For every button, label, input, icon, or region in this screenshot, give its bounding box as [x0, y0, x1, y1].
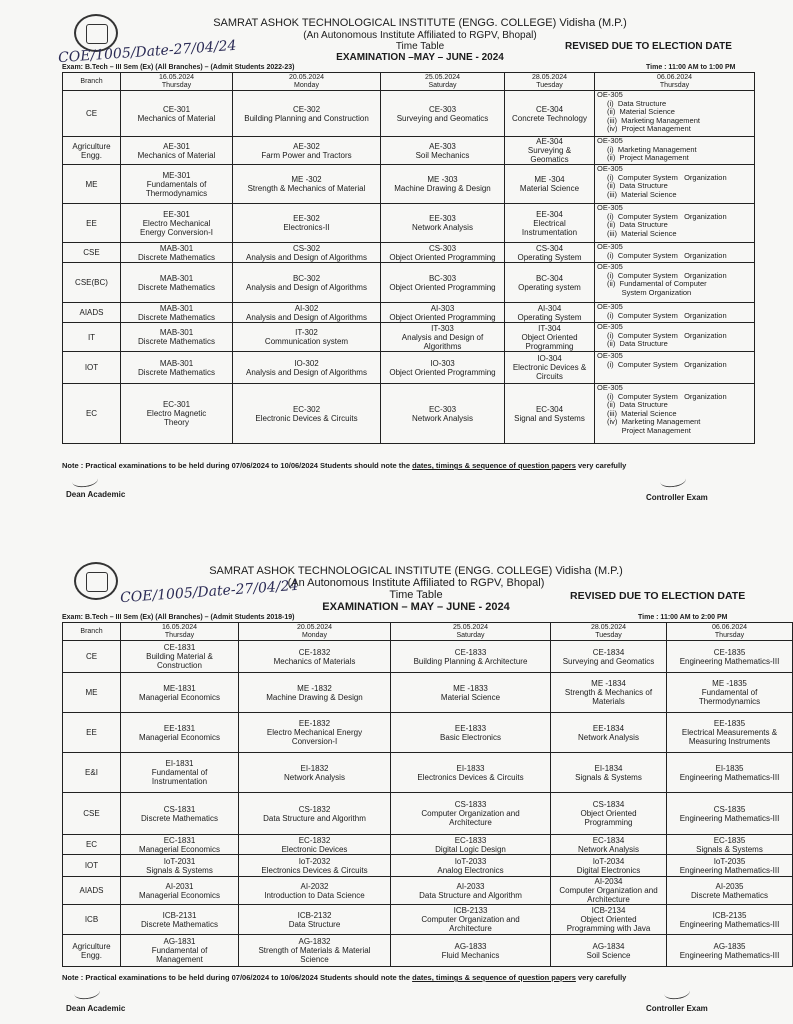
header-date-2: 20.05.2024 Monday [233, 73, 381, 91]
dean-academic: Dean Academic [66, 490, 126, 499]
subject-cell: ME-301 Fundamentals of Thermodynamics [121, 165, 233, 204]
dean-signature-icon [71, 472, 99, 488]
table-row [63, 263, 755, 303]
practical-note: Note : Practical examinations to be held during 07/06/2024 to 10/06/2024 Students should note the dates, timings & sequence of question papers very carefully [62, 973, 627, 982]
elective-code: OE-305 [597, 351, 623, 360]
subject-cell: EI-1832 Network Analysis [239, 753, 391, 793]
subject-cell: CE-1831 Building Material & Construction [121, 641, 239, 673]
table-row [63, 384, 755, 444]
elective-code: OE-305 [597, 242, 623, 251]
branch-cell: IOT [63, 352, 121, 384]
institute-logo-icon [74, 562, 118, 600]
subject-cell: EC-302 Electronic Devices & Circuits [233, 384, 381, 444]
subject-cell: CS-1831 Discrete Mathematics [121, 793, 239, 835]
subject-cell: AE-303 Soil Mechanics [381, 137, 505, 165]
time-line: Time : 11:00 AM to 2:00 PM [638, 614, 728, 621]
open-elective-cell [595, 323, 755, 352]
doc-title: Time Table [395, 41, 445, 52]
table-row [63, 877, 793, 905]
timetable-sheet-2018-19 [0, 556, 780, 1024]
subject-cell: ICB-2132 Data Structure [239, 905, 391, 935]
open-elective-cell [595, 165, 755, 204]
subject-cell: BC-302 Analysis and Design of Algorithms [233, 263, 381, 303]
elective-option: (ii) Fundamental of Computer [607, 279, 707, 288]
subject-cell: EE-1831 Managerial Economics [121, 713, 239, 753]
elective-option: (iii) Marketing Management [607, 115, 700, 125]
elective-code: OE-305 [597, 164, 623, 173]
branch-cell: AIADS [63, 303, 121, 323]
elective-option: (i) Computer System Organization [607, 391, 727, 401]
elective-option: (iv) Marketing Management [607, 417, 701, 426]
subject-cell: MAB-301 Discrete Mathematics [121, 243, 233, 263]
header-date-2: 20.05.2024 Monday [239, 623, 391, 641]
open-elective-cell [595, 352, 755, 384]
branch-cell: CSE [63, 243, 121, 263]
subject-cell: EE-304 Electrical Instrumentation [505, 204, 595, 243]
elective-option: (ii) Material Science [607, 107, 675, 116]
subject-cell: IT-304 Object Oriented Programming [505, 323, 595, 352]
subject-cell: EE-303 Network Analysis [381, 204, 505, 243]
subject-cell: EE-302 Electronics-II [233, 204, 381, 243]
subject-cell: AI-2035 Discrete Mathematics [667, 877, 793, 905]
subject-cell: CE-1834 Surveying and Geomatics [551, 641, 667, 673]
subject-cell: CS-1835 Engineering Mathematics-III [667, 793, 793, 835]
handwritten-reference: COE/1005/Date-27/04/24 [119, 577, 299, 607]
open-elective-cell [595, 243, 755, 263]
subject-cell: AI-2034 Computer Organization and Architecture [551, 877, 667, 905]
table-row [63, 793, 793, 835]
table-row [63, 905, 793, 935]
subject-cell: CE-1833 Building Planning & Architecture [391, 641, 551, 673]
subject-cell: AI-2031 Managerial Economics [121, 877, 239, 905]
elective-option: (i) Data Structure [607, 98, 667, 108]
subject-cell: MAB-301 Discrete Mathematics [121, 263, 233, 303]
subject-cell: EI-1833 Electronics Devices & Circuits [391, 753, 551, 793]
branch-cell: CSE [63, 793, 121, 835]
controller-signature-icon [659, 472, 687, 488]
header-date-1: 16.05.2024 Thursday [121, 73, 233, 91]
subject-cell: EC-1835 Signals & Systems [667, 835, 793, 855]
subject-cell: ICB-2135 Engineering Mathematics-III [667, 905, 793, 935]
subject-cell: CS-1833 Computer Organization and Architecture [391, 793, 551, 835]
subject-cell: EI-1834 Signals & Systems [551, 753, 667, 793]
subject-cell: EE-1833 Basic Electronics [391, 713, 551, 753]
table-row [63, 753, 793, 793]
subject-cell: AI-304 Operating System [505, 303, 595, 323]
exam-title: EXAMINATION –MAY – JUNE - 2024 [336, 52, 504, 63]
subject-cell: EC-1831 Managerial Economics [121, 835, 239, 855]
subject-cell: IoT-2034 Digital Electronics [551, 855, 667, 877]
subject-cell: AE-302 Farm Power and Tractors [233, 137, 381, 165]
subject-cell: ME -302 Strength & Mechanics of Material [233, 165, 381, 204]
subject-cell: AG-1833 Fluid Mechanics [391, 935, 551, 967]
subject-cell: EC-1834 Network Analysis [551, 835, 667, 855]
subject-cell: AE-304 Surveying & Geomatics [505, 137, 595, 165]
subject-cell: EC-1833 Digital Logic Design [391, 835, 551, 855]
subject-cell: ICB-2131 Discrete Mathematics [121, 905, 239, 935]
elective-option: (iii) Material Science [607, 228, 677, 238]
affiliation: (An Autonomous Institute Affiliated to RGPV, Bhopal) [287, 577, 545, 589]
header-date-5: 06.06.2024 Thursday [595, 73, 755, 91]
table-row [63, 935, 793, 967]
exam-title: EXAMINATION – MAY – JUNE - 2024 [322, 601, 510, 613]
doc-title: Time Table [389, 589, 443, 601]
subject-cell: ME -1835 Fundamental of Thermodynamics [667, 673, 793, 713]
subject-cell: IT-303 Analysis and Design of Algorithms [381, 323, 505, 352]
elective-option: (i) Computer System Organization [607, 270, 727, 280]
subject-cell: ME-1831 Managerial Economics [121, 673, 239, 713]
branch-cell: ICB [63, 905, 121, 935]
branch-cell: CE [63, 91, 121, 137]
elective-code: OE-305 [597, 302, 623, 311]
subject-cell: ME -1833 Material Science [391, 673, 551, 713]
subject-cell: BC-303 Object Oriented Programming [381, 263, 505, 303]
subject-cell: AG-1834 Soil Science [551, 935, 667, 967]
elective-option: (i) Computer System Organization [607, 250, 727, 260]
subject-cell: CE-302 Building Planning and Construction [233, 91, 381, 137]
subject-cell: AE-301 Mechanics of Material [121, 137, 233, 165]
branch-cell: ME [63, 165, 121, 204]
subject-cell: CE-1832 Mechanics of Materials [239, 641, 391, 673]
elective-code: OE-305 [597, 203, 623, 212]
elective-option: (ii) Data Structure [607, 181, 668, 190]
branch-cell: IT [63, 323, 121, 352]
institute-name: SAMRAT ASHOK TECHNOLOGICAL INSTITUTE (ENGG. COLLEGE) Vidisha (M.P.) [213, 17, 627, 29]
institute-name: SAMRAT ASHOK TECHNOLOGICAL INSTITUTE (ENGG. COLLEGE) Vidisha (M.P.) [209, 565, 623, 577]
branch-cell: EE [63, 713, 121, 753]
branch-cell: EE [63, 204, 121, 243]
subject-cell: AI-302 Analysis and Design of Algorithms [233, 303, 381, 323]
controller-signature-icon [663, 984, 691, 1000]
timetable-sheet-2022-23 [0, 0, 768, 512]
header-date-3: 25.05.2024 Saturday [381, 73, 505, 91]
subject-cell: EE-1832 Electro Mechanical Energy Conversion-I [239, 713, 391, 753]
subject-cell: IoT-2031 Signals & Systems [121, 855, 239, 877]
subject-cell: IT-302 Communication system [233, 323, 381, 352]
subject-cell: AG-1832 Strength of Materials & Material Science [239, 935, 391, 967]
elective-option: (i) Computer System Organization [607, 172, 727, 182]
open-elective-cell [595, 204, 755, 243]
dean-signature-icon [73, 984, 101, 1000]
subject-cell: EI-1835 Engineering Mathematics-III [667, 753, 793, 793]
elective-option: (i) Computer System Organization [607, 359, 727, 369]
subject-cell: ME -1832 Machine Drawing & Design [239, 673, 391, 713]
open-elective-cell [595, 303, 755, 323]
handwritten-reference: COE/1005/Date-27/04/24 [57, 37, 237, 67]
timetable-2022-23 [62, 72, 755, 444]
revised-notice: REVISED DUE TO ELECTION DATE [565, 41, 732, 52]
elective-code: OE-305 [597, 262, 623, 271]
controller-exam: Controller Exam [646, 493, 708, 502]
subject-cell: IO-303 Object Oriented Programming [381, 352, 505, 384]
subject-cell: EE-1834 Network Analysis [551, 713, 667, 753]
header-date-4: 28.05.2024 Tuesday [551, 623, 667, 641]
header-date-4: 28.05.2024 Tuesday [505, 73, 595, 91]
table-row [63, 303, 755, 323]
subject-cell: MAB-301 Discrete Mathematics [121, 352, 233, 384]
subject-cell: EE-1835 Electrical Measurements & Measuring Instruments [667, 713, 793, 753]
open-elective-cell [595, 91, 755, 137]
affiliation: (An Autonomous Institute Affiliated to RGPV, Bhopal) [303, 30, 537, 41]
branch-cell: AIADS [63, 877, 121, 905]
table-row [63, 352, 755, 384]
table-row [63, 855, 793, 877]
subject-cell: IoT-2035 Engineering Mathematics-III [667, 855, 793, 877]
subject-cell: CE-304 Concrete Technology [505, 91, 595, 137]
subject-cell: CS-1832 Data Structure and Algorithm [239, 793, 391, 835]
dean-academic: Dean Academic [66, 1004, 126, 1013]
subject-cell: EC-304 Signal and Systems [505, 384, 595, 444]
subject-cell: IoT-2032 Electronics Devices & Circuits [239, 855, 391, 877]
open-elective-cell [595, 137, 755, 165]
subject-cell: CS-1834 Object Oriented Programming [551, 793, 667, 835]
table-row [63, 835, 793, 855]
elective-code: OE-305 [597, 383, 623, 392]
elective-option: (i) Computer System Organization [607, 310, 727, 320]
subject-cell: ME -304 Material Science [505, 165, 595, 204]
subject-cell: ME -303 Machine Drawing & Design [381, 165, 505, 204]
subject-cell: AI-2032 Introduction to Data Science [239, 877, 391, 905]
subject-cell: ME -1834 Strength & Mechanics of Materials [551, 673, 667, 713]
exam-line: Exam: B.Tech – III Sem (Ex) (All Branches) – (Admit Students 2022-23) [62, 64, 295, 71]
table-row [63, 165, 755, 204]
branch-cell: CSE(BC) [63, 263, 121, 303]
exam-line: Exam: B.Tech – III Sem (Ex) (All Branches) – (Admit Students 2018-19) [62, 614, 295, 621]
subject-cell: MAB-301 Discrete Mathematics [121, 303, 233, 323]
subject-cell: BC-304 Operating system [505, 263, 595, 303]
table-row [63, 91, 755, 137]
elective-option: (iii) Material Science [607, 189, 677, 199]
subject-cell: EC-303 Network Analysis [381, 384, 505, 444]
elective-option: Project Management [607, 425, 691, 435]
elective-code: OE-305 [597, 322, 623, 331]
branch-cell: Agriculture Engg. [63, 137, 121, 165]
elective-option: (i) Computer System Organization [607, 330, 727, 340]
elective-option: (i) Marketing Management [607, 144, 697, 154]
subject-cell: IoT-2033 Analog Electronics [391, 855, 551, 877]
table-row [63, 243, 755, 263]
subject-cell: ICB-2133 Computer Organization and Architecture [391, 905, 551, 935]
revised-notice: REVISED DUE TO ELECTION DATE [570, 590, 746, 602]
table-row [63, 323, 755, 352]
elective-option: (i) Computer System Organization [607, 211, 727, 221]
subject-cell: IO-304 Electronic Devices & Circuits [505, 352, 595, 384]
branch-cell: E&I [63, 753, 121, 793]
controller-exam: Controller Exam [646, 1004, 708, 1013]
elective-option: (ii) Data Structure [607, 400, 668, 409]
subject-cell: CS-302 Analysis and Design of Algorithms [233, 243, 381, 263]
header-date-1: 16.05.2024 Thursday [121, 623, 239, 641]
header-branch: Branch [63, 623, 121, 641]
branch-cell: EC [63, 384, 121, 444]
elective-option: (ii) Data Structure [607, 220, 668, 229]
elective-option: (iv) Project Management [607, 124, 691, 133]
table-row [63, 204, 755, 243]
branch-cell: Agriculture Engg. [63, 935, 121, 967]
elective-option: (ii) Data Structure [607, 339, 668, 348]
branch-cell: CE [63, 641, 121, 673]
header-date-3: 25.05.2024 Saturday [391, 623, 551, 641]
subject-cell: CE-303 Surveying and Geomatics [381, 91, 505, 137]
table-row [63, 641, 793, 673]
open-elective-cell [595, 263, 755, 303]
header-date-5: 06.06.2024 Thursday [667, 623, 793, 641]
subject-cell: EC-1832 Electronic Devices [239, 835, 391, 855]
branch-cell: IOT [63, 855, 121, 877]
subject-cell: EC-301 Electro Magnetic Theory [121, 384, 233, 444]
table-row [63, 137, 755, 165]
subject-cell: CS-303 Object Oriented Programming [381, 243, 505, 263]
branch-cell: ME [63, 673, 121, 713]
table-row [63, 673, 793, 713]
elective-code: OE-305 [597, 136, 623, 145]
elective-option: System Organization [607, 287, 692, 297]
subject-cell: ICB-2134 Object Oriented Programming with Java [551, 905, 667, 935]
branch-cell: EC [63, 835, 121, 855]
subject-cell: AG-1835 Engineering Mathematics-III [667, 935, 793, 967]
open-elective-cell [595, 384, 755, 444]
subject-cell: CE-301 Mechanics of Material [121, 91, 233, 137]
subject-cell: MAB-301 Discrete Mathematics [121, 323, 233, 352]
subject-cell: EI-1831 Fundamental of Instrumentation [121, 753, 239, 793]
elective-option: (iii) Material Science [607, 408, 677, 418]
table-row [63, 713, 793, 753]
subject-cell: CS-304 Operating System [505, 243, 595, 263]
practical-note: Note : Practical examinations to be held during 07/06/2024 to 10/06/2024 Students should note the dates, timings & sequence of question papers very carefully [62, 461, 627, 470]
subject-cell: AI-303 Object Oriented Programming [381, 303, 505, 323]
time-line: Time : 11:00 AM to 1:00 PM [646, 64, 736, 71]
subject-cell: AG-1831 Fundamental of Management [121, 935, 239, 967]
subject-cell: CE-1835 Engineering Mathematics-III [667, 641, 793, 673]
elective-option: (ii) Project Management [607, 153, 689, 162]
header-branch: Branch [63, 73, 121, 91]
subject-cell: IO-302 Analysis and Design of Algorithms [233, 352, 381, 384]
timetable-2018-19 [62, 622, 793, 967]
subject-cell: AI-2033 Data Structure and Algorithm [391, 877, 551, 905]
elective-code: OE-305 [597, 90, 623, 99]
subject-cell: EE-301 Electro Mechanical Energy Conversion-I [121, 204, 233, 243]
